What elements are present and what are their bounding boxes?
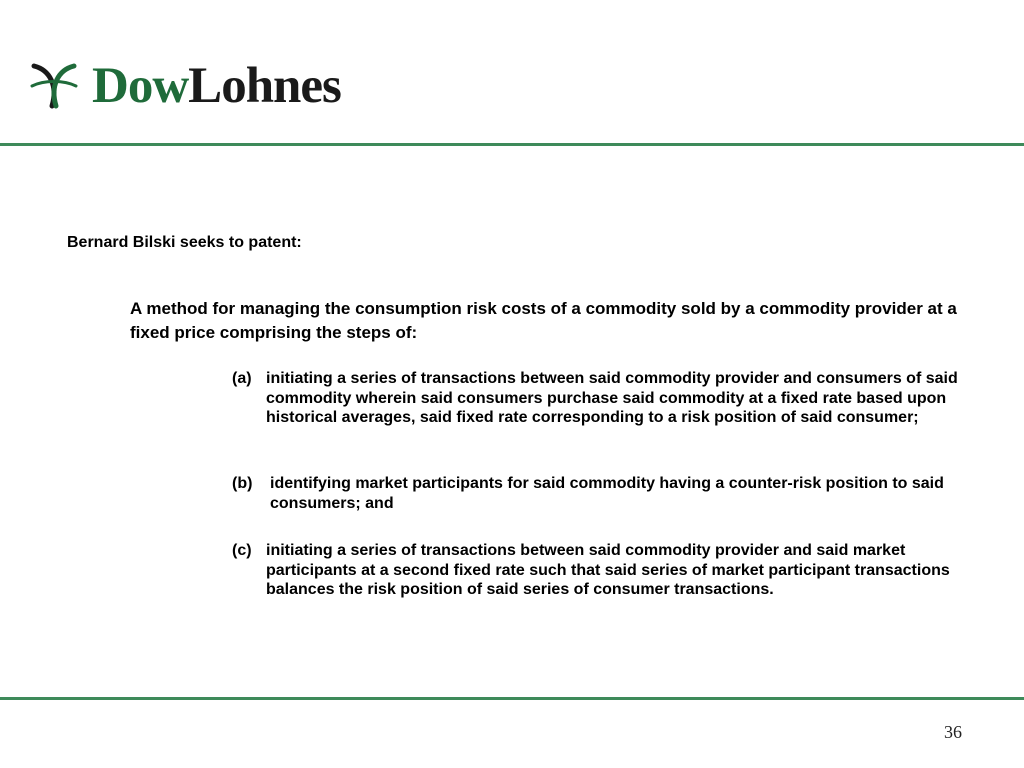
logo-wordmark — [92, 57, 341, 114]
claim-step-c — [232, 541, 992, 600]
step-letter: (b) — [232, 475, 253, 492]
dowlohnes-logo-mark-icon — [30, 60, 78, 112]
step-text: initiating a series of transactions between said commodity provider and consumers of said commodity wherein said consumers purchase said commodity at a fixed rate based upon historical averages, said fixed rate corresponding to a risk position of said consumer; — [266, 370, 958, 426]
footer-divider — [0, 697, 1024, 700]
claim-step-a — [232, 369, 992, 428]
step-item — [232, 541, 992, 600]
step-item — [232, 369, 992, 428]
step-item — [232, 474, 992, 513]
header-divider — [0, 143, 1024, 146]
step-letter: (c) — [232, 542, 252, 559]
logo-text-dow: Dow — [92, 57, 189, 114]
claim-step-b — [232, 474, 992, 513]
page-number: 36 — [944, 722, 962, 742]
step-text: initiating a series of transactions between said commodity provider and said market participants at a second fixed rate such that said series of market participant transactions balances the risk position of said series of consumer transactions. — [266, 542, 950, 598]
patent-claim: A method for managing the consumption risk costs of a commodity sold by a commodity provider at a fixed price comprising the steps of: — [130, 299, 957, 342]
step-letter: (a) — [232, 370, 252, 387]
step-text: identifying market participants for said commodity having a counter-risk position to said consumers; and — [270, 475, 944, 512]
slide-intro: Bernard Bilski seeks to patent: — [67, 234, 302, 251]
company-logo — [30, 56, 341, 116]
logo-text-lohnes: Lohnes — [188, 57, 341, 114]
